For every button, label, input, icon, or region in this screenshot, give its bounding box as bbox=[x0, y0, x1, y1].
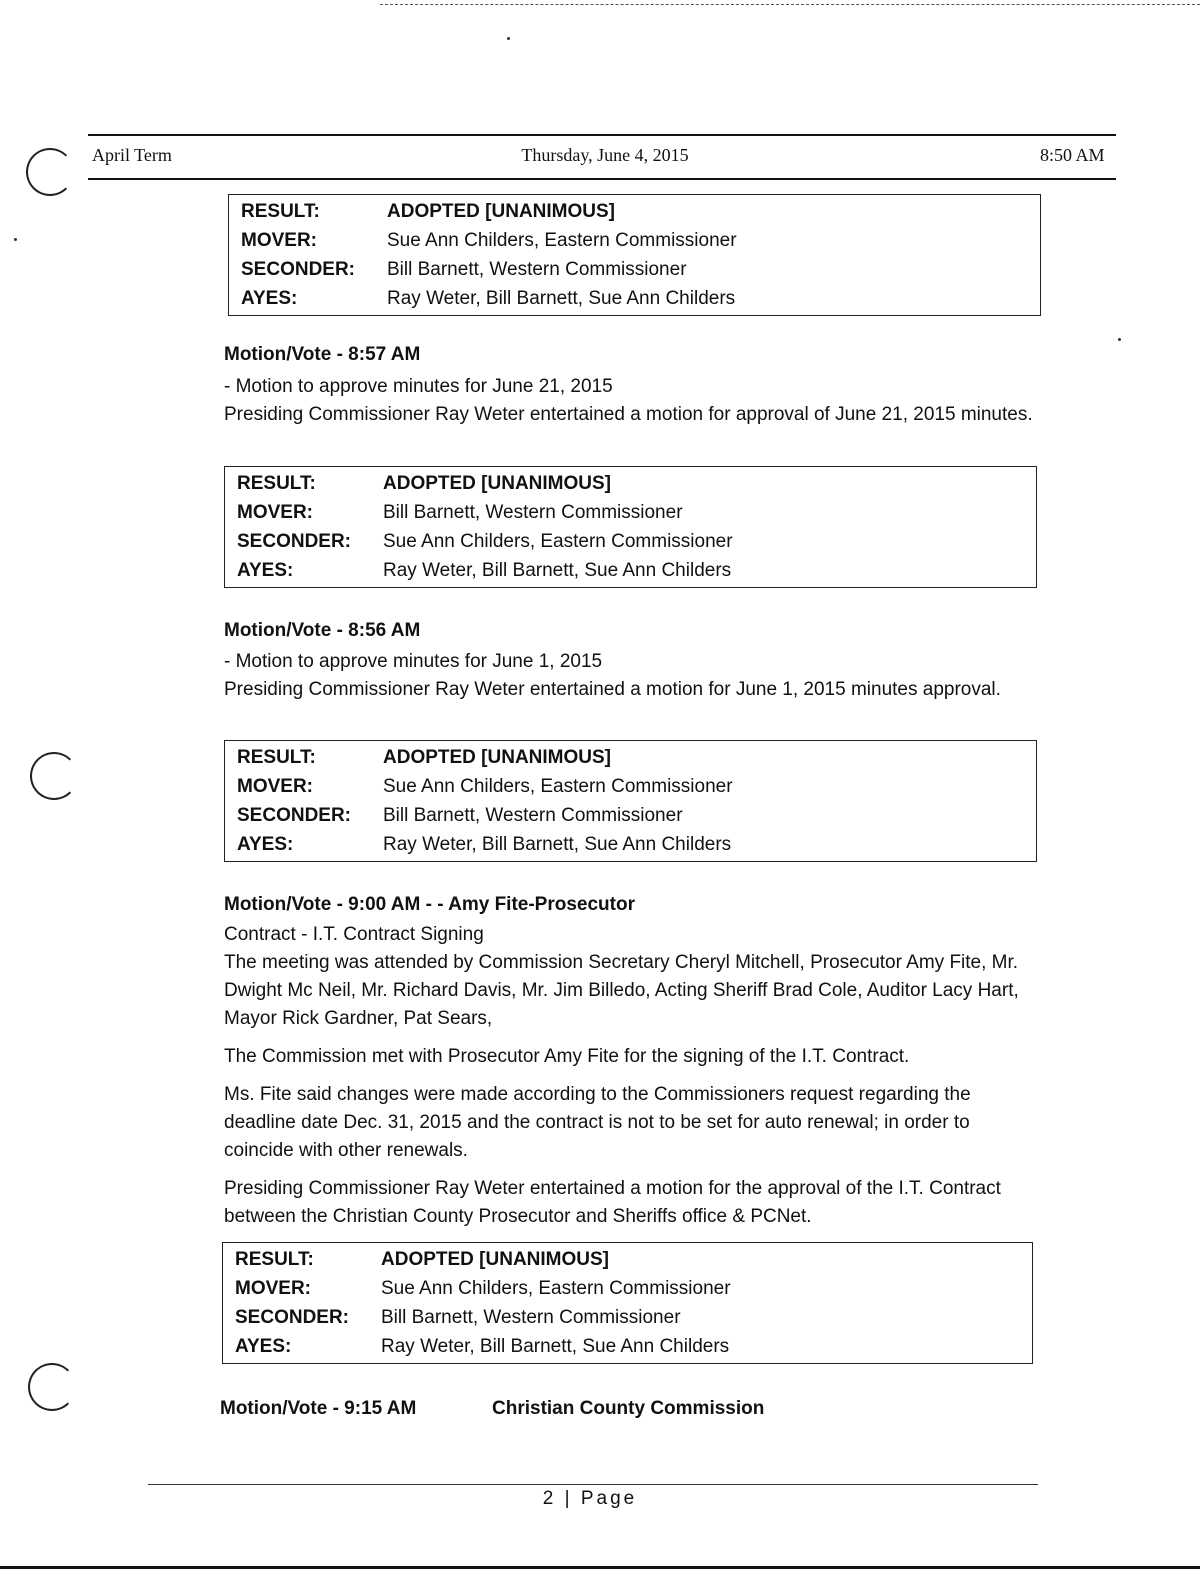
header-time: 8:50 AM bbox=[1040, 145, 1105, 165]
result-row bbox=[223, 1245, 1032, 1274]
seconder-label: SECONDER: bbox=[237, 804, 352, 826]
seconder-label: SECONDER: bbox=[235, 1306, 350, 1328]
seconder-value: Bill Barnett, Western Commissioner bbox=[381, 1306, 681, 1328]
result-row bbox=[229, 197, 1040, 226]
motion-paragraph: Presiding Commissioner Ray Weter entertained a motion for the approval of the I.T. Contract between the Christian County Prosecutor and Sheriffs office & PCNet. bbox=[224, 1178, 1001, 1227]
result-value: ADOPTED [UNANIMOUS] bbox=[383, 472, 611, 494]
ayes-row bbox=[223, 1332, 1032, 1361]
motion-text: Presiding Commissioner Ray Weter entertained a motion for approval of June 21, 2015 minutes. bbox=[224, 404, 1033, 425]
ayes-label: AYES: bbox=[237, 559, 294, 581]
motion-organization: Christian County Commission bbox=[492, 1398, 765, 1419]
header-date: Thursday, June 4, 2015 bbox=[521, 145, 689, 165]
ayes-value: Ray Weter, Bill Barnett, Sue Ann Childers bbox=[383, 559, 732, 581]
motion-paragraph: The Commission met with Prosecutor Amy Fite for the signing of the I.T. Contract. bbox=[224, 1046, 910, 1067]
ayes-row bbox=[225, 830, 1036, 859]
ayes-value: Ray Weter, Bill Barnett, Sue Ann Childers bbox=[383, 833, 732, 855]
result-value: ADOPTED [UNANIMOUS] bbox=[383, 746, 611, 768]
motion-heading: Motion/Vote - 9:15 AM bbox=[220, 1398, 417, 1419]
motion-subject: - Motion to approve minutes for June 21, 2015 bbox=[224, 376, 613, 397]
mover-label: MOVER: bbox=[237, 501, 313, 523]
footer-rule bbox=[148, 1484, 1038, 1485]
seconder-value: Bill Barnett, Western Commissioner bbox=[387, 258, 687, 280]
motion-body bbox=[224, 373, 1044, 429]
seconder-label: SECONDER: bbox=[237, 530, 352, 552]
ayes-label: AYES: bbox=[237, 833, 294, 855]
vote-result-table bbox=[224, 740, 1037, 862]
vote-result-table bbox=[222, 1242, 1033, 1364]
page-number: 2 | Page bbox=[542, 1488, 638, 1509]
result-label: RESULT: bbox=[237, 746, 316, 768]
motion-body bbox=[224, 648, 1044, 704]
seconder-row bbox=[229, 255, 1040, 284]
scan-speck bbox=[14, 238, 17, 241]
seconder-row bbox=[225, 527, 1036, 556]
mover-value: Sue Ann Childers, Eastern Commissioner bbox=[383, 775, 733, 797]
motion-body bbox=[224, 921, 1044, 1231]
mover-value: Sue Ann Childers, Eastern Commissioner bbox=[381, 1277, 731, 1299]
header-term: April Term bbox=[92, 145, 172, 165]
ayes-value: Ray Weter, Bill Barnett, Sue Ann Childers bbox=[381, 1335, 730, 1357]
mover-value: Sue Ann Childers, Eastern Commissioner bbox=[387, 229, 737, 251]
scan-edge-line bbox=[380, 4, 1200, 5]
seconder-value: Sue Ann Childers, Eastern Commissioner bbox=[383, 530, 733, 552]
scan-bottom-edge bbox=[0, 1566, 1200, 1569]
seconder-value: Bill Barnett, Western Commissioner bbox=[383, 804, 683, 826]
scan-speck bbox=[1118, 338, 1121, 341]
mover-label: MOVER: bbox=[241, 229, 317, 251]
punch-hole-icon bbox=[30, 752, 78, 800]
motion-subject: - Motion to approve minutes for June 1, 2015 bbox=[224, 651, 603, 672]
mover-row bbox=[225, 498, 1036, 527]
seconder-row bbox=[225, 801, 1036, 830]
vote-result-table bbox=[224, 466, 1037, 588]
result-value: ADOPTED [UNANIMOUS] bbox=[387, 200, 615, 222]
seconder-row bbox=[223, 1303, 1032, 1332]
motion-paragraph: Ms. Fite said changes were made according to the Commissioners request regarding the deadline date Dec. 31, 2015 and the contract is not to be set for auto renewal; in order to coincide with other renewals. bbox=[224, 1084, 971, 1161]
result-label: RESULT: bbox=[235, 1248, 314, 1270]
attendance-text: The meeting was attended by Commission Secretary Cheryl Mitchell, Prosecutor Amy Fite, Mr. Dwight Mc Neil, Mr. Richard Davis, Mr. Jim Billedo, Acting Sheriff Brad Cole, Auditor Lacy Hart, Mayor Rick Gardner, Pat Sears, bbox=[224, 952, 1019, 1029]
ayes-label: AYES: bbox=[241, 287, 298, 309]
vote-result-table bbox=[228, 194, 1041, 316]
seconder-label: SECONDER: bbox=[241, 258, 356, 280]
header-rule-bottom bbox=[88, 178, 1116, 180]
ayes-label: AYES: bbox=[235, 1335, 292, 1357]
ayes-row bbox=[229, 284, 1040, 313]
mover-row bbox=[223, 1274, 1032, 1303]
mover-label: MOVER: bbox=[235, 1277, 311, 1299]
mover-row bbox=[229, 226, 1040, 255]
ayes-value: Ray Weter, Bill Barnett, Sue Ann Childers bbox=[387, 287, 736, 309]
ayes-row bbox=[225, 556, 1036, 585]
result-value: ADOPTED [UNANIMOUS] bbox=[381, 1248, 609, 1270]
scan-speck bbox=[507, 37, 510, 40]
result-row bbox=[225, 743, 1036, 772]
result-label: RESULT: bbox=[241, 200, 320, 222]
motion-heading: Motion/Vote - 8:56 AM bbox=[224, 620, 421, 641]
mover-row bbox=[225, 772, 1036, 801]
punch-hole-icon bbox=[28, 1363, 76, 1411]
header-rule-top bbox=[88, 134, 1116, 136]
motion-text: Presiding Commissioner Ray Weter entertained a motion for June 1, 2015 minutes approval. bbox=[224, 679, 1001, 700]
motion-subject: Contract - I.T. Contract Signing bbox=[224, 924, 484, 945]
result-label: RESULT: bbox=[237, 472, 316, 494]
motion-heading: Motion/Vote - 8:57 AM bbox=[224, 344, 421, 365]
motion-heading: Motion/Vote - 9:00 AM - - Amy Fite-Prosecutor bbox=[224, 894, 635, 915]
mover-value: Bill Barnett, Western Commissioner bbox=[383, 501, 683, 523]
mover-label: MOVER: bbox=[237, 775, 313, 797]
result-row bbox=[225, 469, 1036, 498]
